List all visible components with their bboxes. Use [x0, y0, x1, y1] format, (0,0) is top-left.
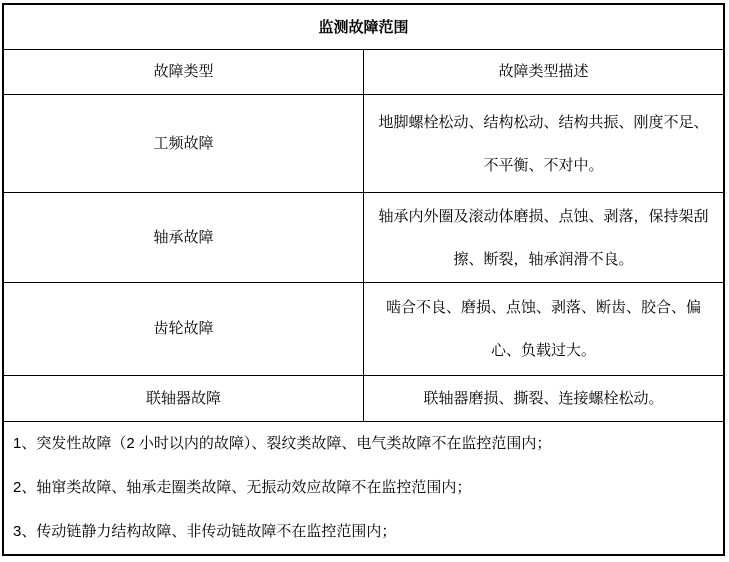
fault-type-cell: 联轴器故障	[4, 376, 364, 421]
table-row	[4, 375, 723, 421]
fault-type-cell: 工频故障	[4, 95, 364, 192]
fault-type-cell: 齿轮故障	[4, 283, 364, 375]
table-footnotes	[4, 421, 723, 554]
header-fault-desc: 故障类型描述	[498, 62, 589, 80]
fault-desc-cell: 啮合不良、磨损、点蚀、剥落、断齿、胶合、偏心、负载过大。	[385, 299, 701, 360]
table-header-row	[4, 49, 723, 95]
footnote-2: 2、轴窜类故障、轴承走圈类故障、无振动效应故障不在监控范围内；	[13, 479, 472, 496]
header-fault-type: 故障类型	[4, 50, 364, 95]
table-row	[4, 94, 723, 192]
footnote-3: 3、传动链静力结构故障、非传动链故障不在监控范围内；	[13, 523, 397, 540]
footnote-1: 1、突发性故障（2 小时以内的故障）、裂纹类故障、电气类故障不在监控范围内；	[13, 435, 552, 452]
fault-desc-cell: 联轴器磨损、撕裂、连接螺栓松动。	[423, 389, 664, 407]
table-title: 监测故障范围	[318, 19, 409, 37]
fault-desc-cell: 地脚螺栓松动、结构松动、结构共振、刚度不足、不平衡、不对中。	[378, 113, 709, 174]
table-title-row	[4, 5, 723, 49]
fault-scope-table	[2, 3, 725, 556]
fault-type-cell: 轴承故障	[4, 193, 364, 282]
fault-desc-cell: 轴承内外圈及滚动体磨损、点蚀、剥落，保持架刮擦、断裂，轴承润滑不良。	[378, 207, 709, 268]
table-row	[4, 192, 723, 282]
table-row	[4, 282, 723, 375]
